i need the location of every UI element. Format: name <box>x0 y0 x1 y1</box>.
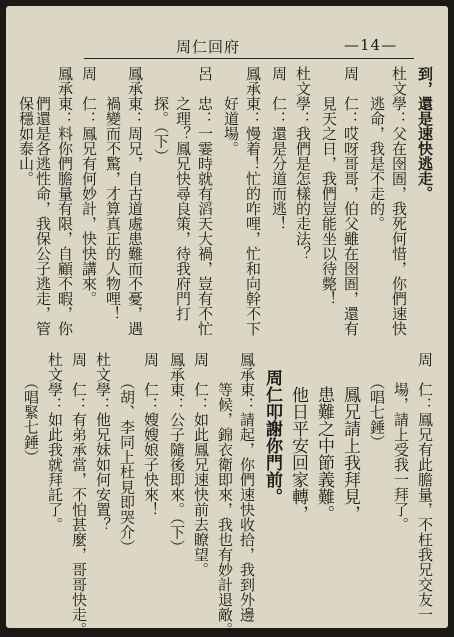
text-column: 之理？鳳兄快尋良策，待我府門打 <box>174 66 192 321</box>
text-column: 周仁叩謝你門前。 <box>262 352 282 505</box>
text-column: 們還是各逃性命，我保公子逃走，管 <box>34 66 52 336</box>
text-column: 鳳兄請上我拜見， <box>340 352 360 522</box>
text-column: 周 仁：哎呀哥哥，伯父雖在囹圄，還有 <box>342 66 360 336</box>
text-column: 等候，錦衣衛即來，我也有妙計退敵。 <box>216 352 234 637</box>
text-column: 逃命，我是不走的。 <box>368 66 386 231</box>
text-column: 患難之中節義難。 <box>314 352 334 522</box>
text-column: 鳳承東：周兄，自古道處患難而不憂，遇 <box>126 66 144 336</box>
text-column: 杜文學：他兄妹如何安置？ <box>94 352 112 532</box>
text-column: 保穩如泰山。 <box>17 66 35 186</box>
text-column: 周 仁：嫂嫂娘子快來！ <box>142 352 160 517</box>
page-number: —14— <box>344 36 398 54</box>
text-column: 周 仁：如此鳳兄速快前去瞭望。 <box>192 352 210 577</box>
text-column: 探。（下） <box>152 66 170 164</box>
book-page <box>6 6 448 637</box>
text-column: 周 仁：有弟承當，不怕甚麼，哥哥快走。 <box>70 352 88 637</box>
text-column: 周 仁：還是分道而逃！ <box>270 66 288 231</box>
text-column: 杜文學：父在囹圄，我死何惜，你們速快 <box>390 66 408 336</box>
text-column: （唱緊七錘） <box>22 352 40 465</box>
header-rule <box>84 58 414 59</box>
text-column: 鳳承東：料你們膽量有限，自顧不暇，你 <box>56 66 74 336</box>
text-column: 鳳承東：慢着！忙的咋哩，忙和向幹不下 <box>244 66 262 336</box>
text-column: 鳳承東：請起，你們速快收拾，我到外邊 <box>238 352 256 622</box>
text-column: （胡、李同上杜見即哭介） <box>118 352 136 555</box>
text-column: 場，請上受我一拜了。 <box>392 352 410 532</box>
text-column: 好道場。 <box>222 66 240 156</box>
text-column: 鳳承東：公子隨後即來。（下） <box>168 352 186 555</box>
text-column: （唱七錘） <box>368 352 386 450</box>
text-column: 呂 忠：一霎時就有滔天大禍，豈有不忙 <box>196 66 214 336</box>
text-column: 杜文學：如此我就拜託了。 <box>46 352 64 532</box>
text-column: 周 仁：鳳兄有何妙計，快快講來。 <box>80 66 98 306</box>
text-column: 見天之日，我們豈能坐以待斃！ <box>320 66 338 306</box>
text-column: 他日平安回家轉， <box>288 352 308 522</box>
running-title: 周仁回府 <box>176 38 241 56</box>
text-column: 杜文學：我們是怎樣的走法？ <box>294 66 312 261</box>
text-column: 到，還是速快逃走。 <box>416 66 434 201</box>
text-column: 周 仁：鳳兄有此膽量，不枉我兄交友一 <box>416 352 434 622</box>
text-column: 禍變而不驚，才算真正的人物哩！ <box>104 66 122 321</box>
